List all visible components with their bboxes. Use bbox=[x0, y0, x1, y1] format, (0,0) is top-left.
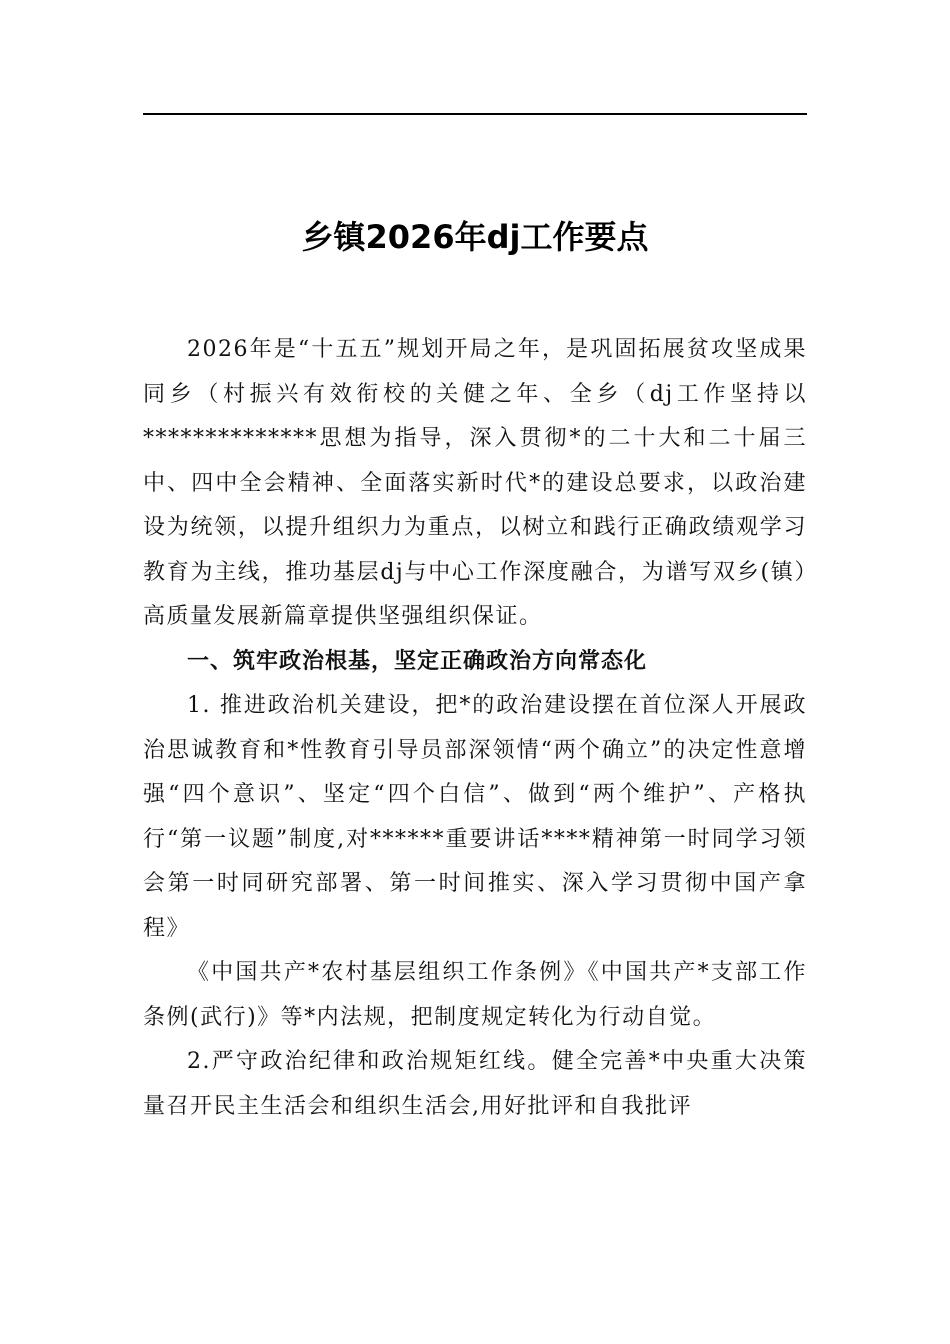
item-paragraph-1-continued: 《中国共产*农村基层组织工作条例》《中国共产*支部工作条例(武行)》等*内法规，把制度规定转化为行动自觉。 bbox=[143, 960, 807, 1030]
item-paragraph-1: 1. 推进政治机关建设，把*的政治建设摆在首位深人开展政治思诚教育和*性教育引导员部深领情“两个确立”的决定性意增强“四个意识”、坚定“四个白信”、做到“两个维护”、产格执行“第一议题”制度,对******重要讲话****精神第一时同学习领会第一时同研究部署、第一时间推实、深入学习贯彻中国产拿程》 bbox=[143, 693, 807, 941]
document-body bbox=[143, 328, 807, 1129]
item-paragraph-2: 2.严守政治纪律和政治规矩红线。健全完善*中央重大决策量召开民主生活会和组织生活会,用好批评和自我批评 bbox=[143, 1049, 807, 1119]
intro-paragraph: 2026年是“十五五”规划开局之年，是巩固拓展贫攻坚成果同乡（村振兴有效衔校的关健之年、全乡（dj工作坚持以**************思想为指导，深入贯彻*的二十大和二十届三中、四中全会精神、全面落实新时代*的建设总要求，以政治建设为统领，以提升组织力为重点，以树立和践行正确政绩观学习教育为主线，推功基层dj与中心工作深度融合，为谱写双乡(镇）高质量发展新篇章提供坚强组织保证。 bbox=[143, 337, 807, 629]
section-heading-1: 一、筑牢政治根基，坚定正确政治方向常态化 bbox=[187, 648, 648, 674]
document-title: 乡镇2026年dj工作要点 bbox=[301, 218, 649, 257]
header-rule bbox=[143, 113, 807, 115]
